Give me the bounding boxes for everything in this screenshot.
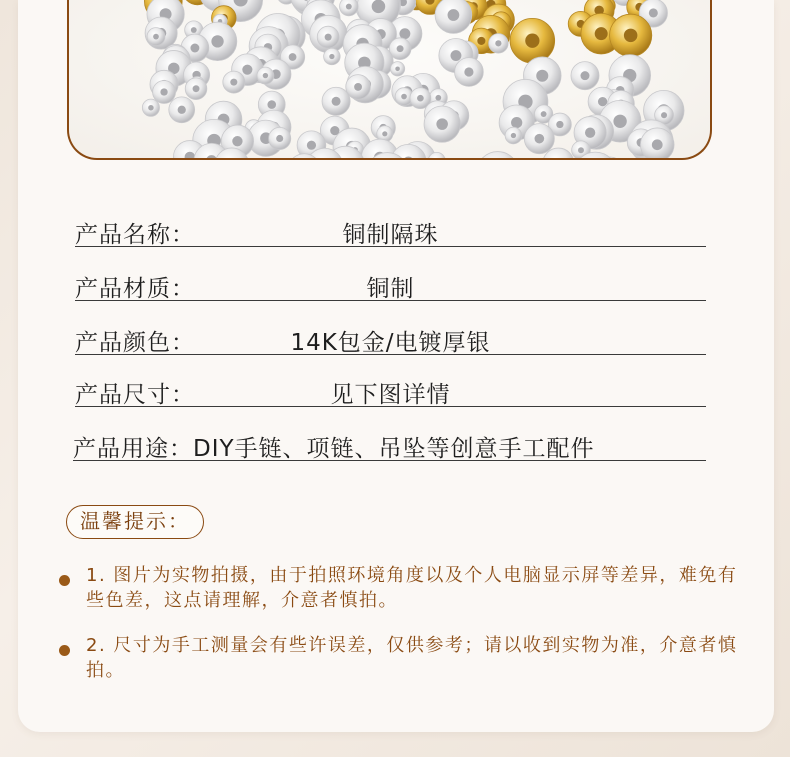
spec-value: 铜制隔珠 (342, 222, 439, 248)
spec-label: 产品名称： (75, 222, 195, 248)
tips-title: 温馨提示： (66, 505, 204, 539)
silver-bead (340, 0, 359, 16)
tip-note-2: 2. 尺寸为手工测量会有些许误差，仅供参考；请以收到实物为准，介意者慎拍。 (86, 635, 738, 681)
spec-label: 产品材质： (75, 276, 195, 302)
gold-bead (510, 18, 555, 63)
spec-row-name (75, 214, 706, 247)
gold-bead (610, 14, 652, 56)
silver-bead (424, 106, 460, 142)
silver-bead (390, 62, 404, 76)
silver-bead (169, 97, 195, 123)
usage-text (73, 430, 595, 463)
silver-bead (269, 127, 291, 149)
silver-bead (524, 124, 554, 154)
spec-value: 见下图详情 (330, 382, 451, 408)
silver-bead (473, 159, 497, 160)
silver-bead (142, 99, 159, 116)
silver-bead (134, 159, 168, 160)
silver-bead (477, 152, 519, 160)
spec-row-material (75, 268, 706, 301)
spec-value: 铜制 (366, 276, 415, 302)
silver-bead (185, 78, 207, 100)
silver-bead (455, 58, 484, 87)
spec-value: DIY手链、项链、吊坠等创意手工配件 (193, 436, 595, 462)
spec-label: 产品用途： (73, 436, 193, 462)
silver-bead (257, 67, 274, 84)
silver-bead (147, 28, 165, 46)
silver-bead (324, 48, 341, 65)
silver-bead (640, 128, 674, 160)
spec-row-color (75, 322, 706, 355)
tip-note-1: 1. 图片为实物拍摄，由于拍照环境角度以及个人电脑显示屏等差异，难免有些色差，这点请理解，介意者慎拍。 (86, 565, 738, 611)
silver-bead (435, 0, 472, 33)
silver-bead (223, 71, 245, 93)
spec-row-size (75, 374, 706, 407)
spec-label: 产品颜色： (75, 330, 195, 356)
silver-bead (571, 62, 599, 90)
spec-label: 产品尺寸： (75, 382, 195, 408)
spec-value: 14K包金/电镀厚银 (290, 330, 491, 356)
product-photo (67, 0, 712, 160)
silver-bead (346, 75, 371, 100)
beads-image (69, 0, 710, 160)
silver-bead (322, 87, 350, 115)
bullet-dot (59, 645, 70, 656)
bullet-dot (59, 575, 70, 586)
silver-bead (505, 127, 522, 144)
silver-bead (489, 34, 508, 53)
silver-bead (153, 81, 176, 104)
spec-row-usage (73, 428, 706, 461)
silver-bead (317, 26, 339, 48)
